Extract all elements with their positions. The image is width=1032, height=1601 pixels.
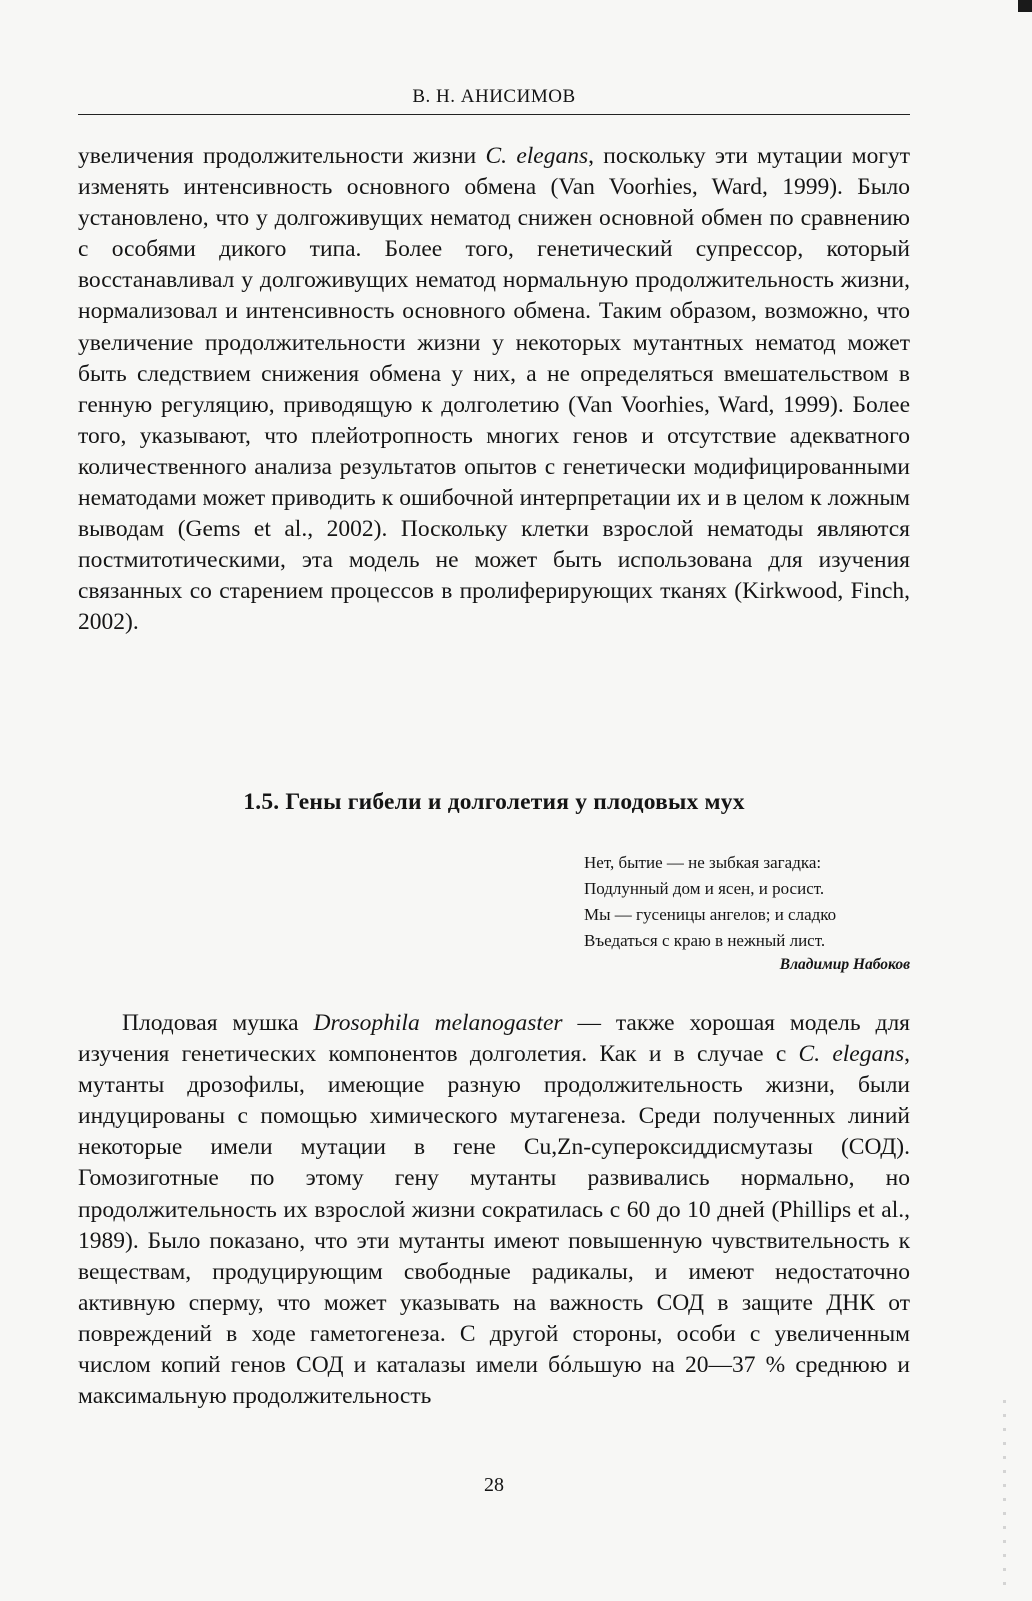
epigraph-line: Нет, бытие — не зыбкая загадка: bbox=[584, 853, 822, 872]
epigraph-line: Мы — гусеницы ангелов; и сладко bbox=[584, 905, 837, 924]
species-name: Drosophila melanogaster bbox=[313, 1010, 563, 1036]
species-name: C. elegans bbox=[485, 143, 589, 169]
scan-corner-mark bbox=[1018, 0, 1032, 12]
body-paragraph-2 bbox=[78, 1008, 910, 1412]
species-name: C. elegans bbox=[798, 1041, 905, 1068]
paragraph-text: , поскольку эти мутации могут изменять интенсивность основного обмена (Van Voorhies, Ward, 1999). Было установлено, что у долгоживущих нематод снижен основной обмен по сравнению с особями дикого типа. Более того, генетический супрессор, который восстанавливал у долгоживущих нематод нормальную продолжительность жизни, нормализовал и интенсивность основного обмена. Таким образом, возможно, что увеличение продолжительности жизни у некоторых мутантных нематод может быть следствием снижения обмена у них, а не определяться вмешательством в генную регуляцию, приводящую к долголетию (Van Voorhies, Ward, 1999). Более того, указывают, что плейотропность многих генов и отсутствие адекватного количественного анализа результатов опытов с генетически модифицированными нематодами может приводить к ошибочной интерпретации их и в целом к ложным выводам (Gems et al., 2002). Поскольку клетки взрослой нематоды являются постмитотическими, эта модель не может быть использована для изучения связанных со старением процессов в пролиферирующих тканях (Kirkwood, Finch, 2002). bbox=[78, 143, 910, 636]
scan-margin-artifact bbox=[1003, 1400, 1006, 1590]
paragraph-text: Плодовая мушка bbox=[122, 1010, 314, 1036]
paragraph-text: — также хорошая модель для изучения генетических компонентов долголетия. Как и в случае с bbox=[78, 1010, 910, 1068]
page-number: 28 bbox=[484, 1474, 504, 1496]
section-heading: 1.5. Гены гибели и долголетия у плодовых мух bbox=[243, 789, 745, 815]
running-head: В. Н. АНИСИМОВ bbox=[412, 86, 576, 107]
header-rule bbox=[78, 114, 910, 115]
epigraph bbox=[584, 850, 914, 954]
epigraph-line: Подлунный дом и ясен, и росист. bbox=[584, 879, 825, 898]
epigraph-line: Въедаться с краю в нежный лист. bbox=[584, 931, 826, 950]
epigraph-author: Владимир Набоков bbox=[779, 956, 910, 973]
paragraph-text: , мутанты дрозофилы, имеющие разную продолжительность жизни, были индуцированы с помощью химического мутагенеза. Среди полученных линий некоторые имели мутации в гене Cu,Zn-супероксиддисмутазы (СОД). Гомозиготные по этому гену мутанты развивались нормально, но продолжительность их взрослой жизни сократилась с 60 до 10 дней (Phillips et al., 1989). Было показано, что эти мутанты имеют повышенную чувствительность к веществам, продуцирующим свободные радикалы, и имеют недостаточно активную сперму, что может указывать на важность СОД в защите ДНК от повреждений в ходе гаметогенеза. С другой стороны, особи с увеличенным числом копий генов СОД и каталазы имели бóльшую на 20—37 % среднюю и максимальную продолжительность bbox=[78, 1041, 910, 1410]
paragraph-text: увеличения продолжительности жизни bbox=[78, 143, 486, 169]
body-paragraph-1 bbox=[78, 141, 910, 639]
